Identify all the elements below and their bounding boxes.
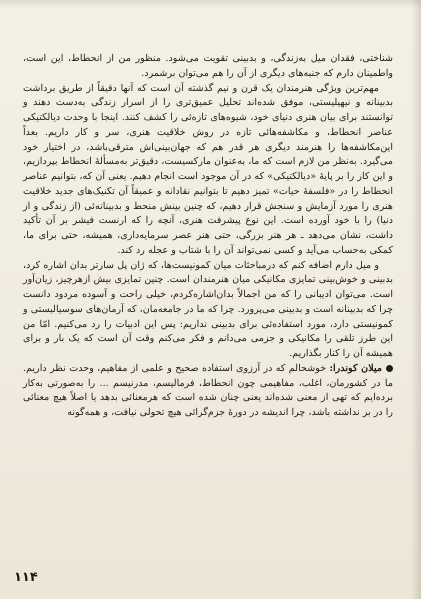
bullet-dot-icon [386,365,393,372]
paragraph-4 [23,362,393,421]
paragraph-1: شناختی، فقدان میل به‌زندگی، و بدبینی تقویت می‌شود. منظور من از انحطاط، این است، واطمینان دارم که جنبه‌های دیگری از آن را هم می‌توان برشمرد. [23,53,393,79]
paragraph-2: مهم‌ترین ویژگی هنرمندان یک قرن و نیم گذشته آن است که آنها دقیقاً از طریق برداشت بدبینانه و نیهیلیستی، موفق شده‌اند تحلیل عمیق‌تری را از اسرار زندگی به‌دست دهند و توانستند برای بیان هنری دنیای خود، شیوه‌های تازه‌ئی را کشف کنند. اینجا با وحدت دیالکتیکی عناصر انحطاط، و مکاشفه‌هائی تازه در روش خلاقیت هنری، سر و کار داریم. بعداً این‌مکاشفه‌ها را هنرمند دیگری هر قدر هم که جهان‌بینی‌اش مترقی‌باشد، در اختیار خود می‌گیرد. به‌نظر من لازم است که ما، به‌عنوان مارکسیست، دقیق‌تر به‌مسألهٔ انحطاط بپردازیم، و این کار را بر پایهٔ «دیالکتیکی» که در آن موجود است انجام دهیم. یعنی آن که، بتوانیم عناصر انحطاط را در «فلسفهٔ حیات» تمیز دهیم تا بتوانیم نقادانه و عمیقاً آن تکنیک‌های جدید خلاقیت هنری را مورد آزمایش و سنجش قرار دهیم، که چنین بینش منحط و بدبینانه‌ئی (از زندگی و از دنیا) را با خود آورده است. این نوع پیشرفت هنری، آنچه را که ارنست فیشر بر آن تأکید داشت، نشان می‌دهد ـ هر هنر بزرگی، حتی هنر عصر سرمایه‌داری، همیشه، حتی برای ما، کمکی به‌حساب می‌آید و کسی نمی‌تواند آن را با شتاب و عجله رد کند. [23,82,393,256]
paragraph-3: و میل دارم اضافه کنم که درمباحثات میان کمونیست‌ها، که ژان پل سارتر بدان اشاره کرد، بدبینی و خوش‌بینی تمایزی مکانیکی میان هنرمندان است. چنین تمایزی بیش ازهرچیز، زیان‌آور است. می‌توان ادیبانی را که من اجمالاً بدان‌اشاره‌کردم، خیلی راحت و آسوده مردود دانست چرا که بدبینانه است و بدبینی می‌پرورد. چرا که ما در جامعه‌مان، که آرمان‌های سوسیالیستی و کمونیستی دارد، مورد استفاده‌ئی برای بدبینی نداریم: پس این ادبیات را رد می‌کنیم. امّا من این طرز تلقی را مکانیکی و جزمی می‌دانم و فکر می‌کنم وقت آن است که یک بار و برای همیشه آن را کنار بگذاریم. [23,259,393,359]
page-number: ۱۱۴ [14,570,38,585]
body-text [23,52,393,588]
speaker-name: میلان کوندرا: [329,362,382,374]
page-top-shadow [0,0,421,8]
page-edge-shadow [411,0,421,599]
paragraph-4-body: خوشحالم که در آرزوی استفاده صحیح و علمی از مفاهیم، وحدت نظر داریم. ما در کشورمان، اغلب، مفاهیمی چون انحطاط، فرمالیسم، مدرنیسم ... را به‌صورتی به‌کار برده‌ایم که تهی از معنی شده‌اند یعنی چنان شده است که هرمعنائی بدهد یا اصلاً هیچ معنائی را در بر نداشته باشد، چرا اندیشه در دورهٔ جزم‌گرائی هیچ تحولی نیافت، و همه‌گونه [23,362,393,418]
